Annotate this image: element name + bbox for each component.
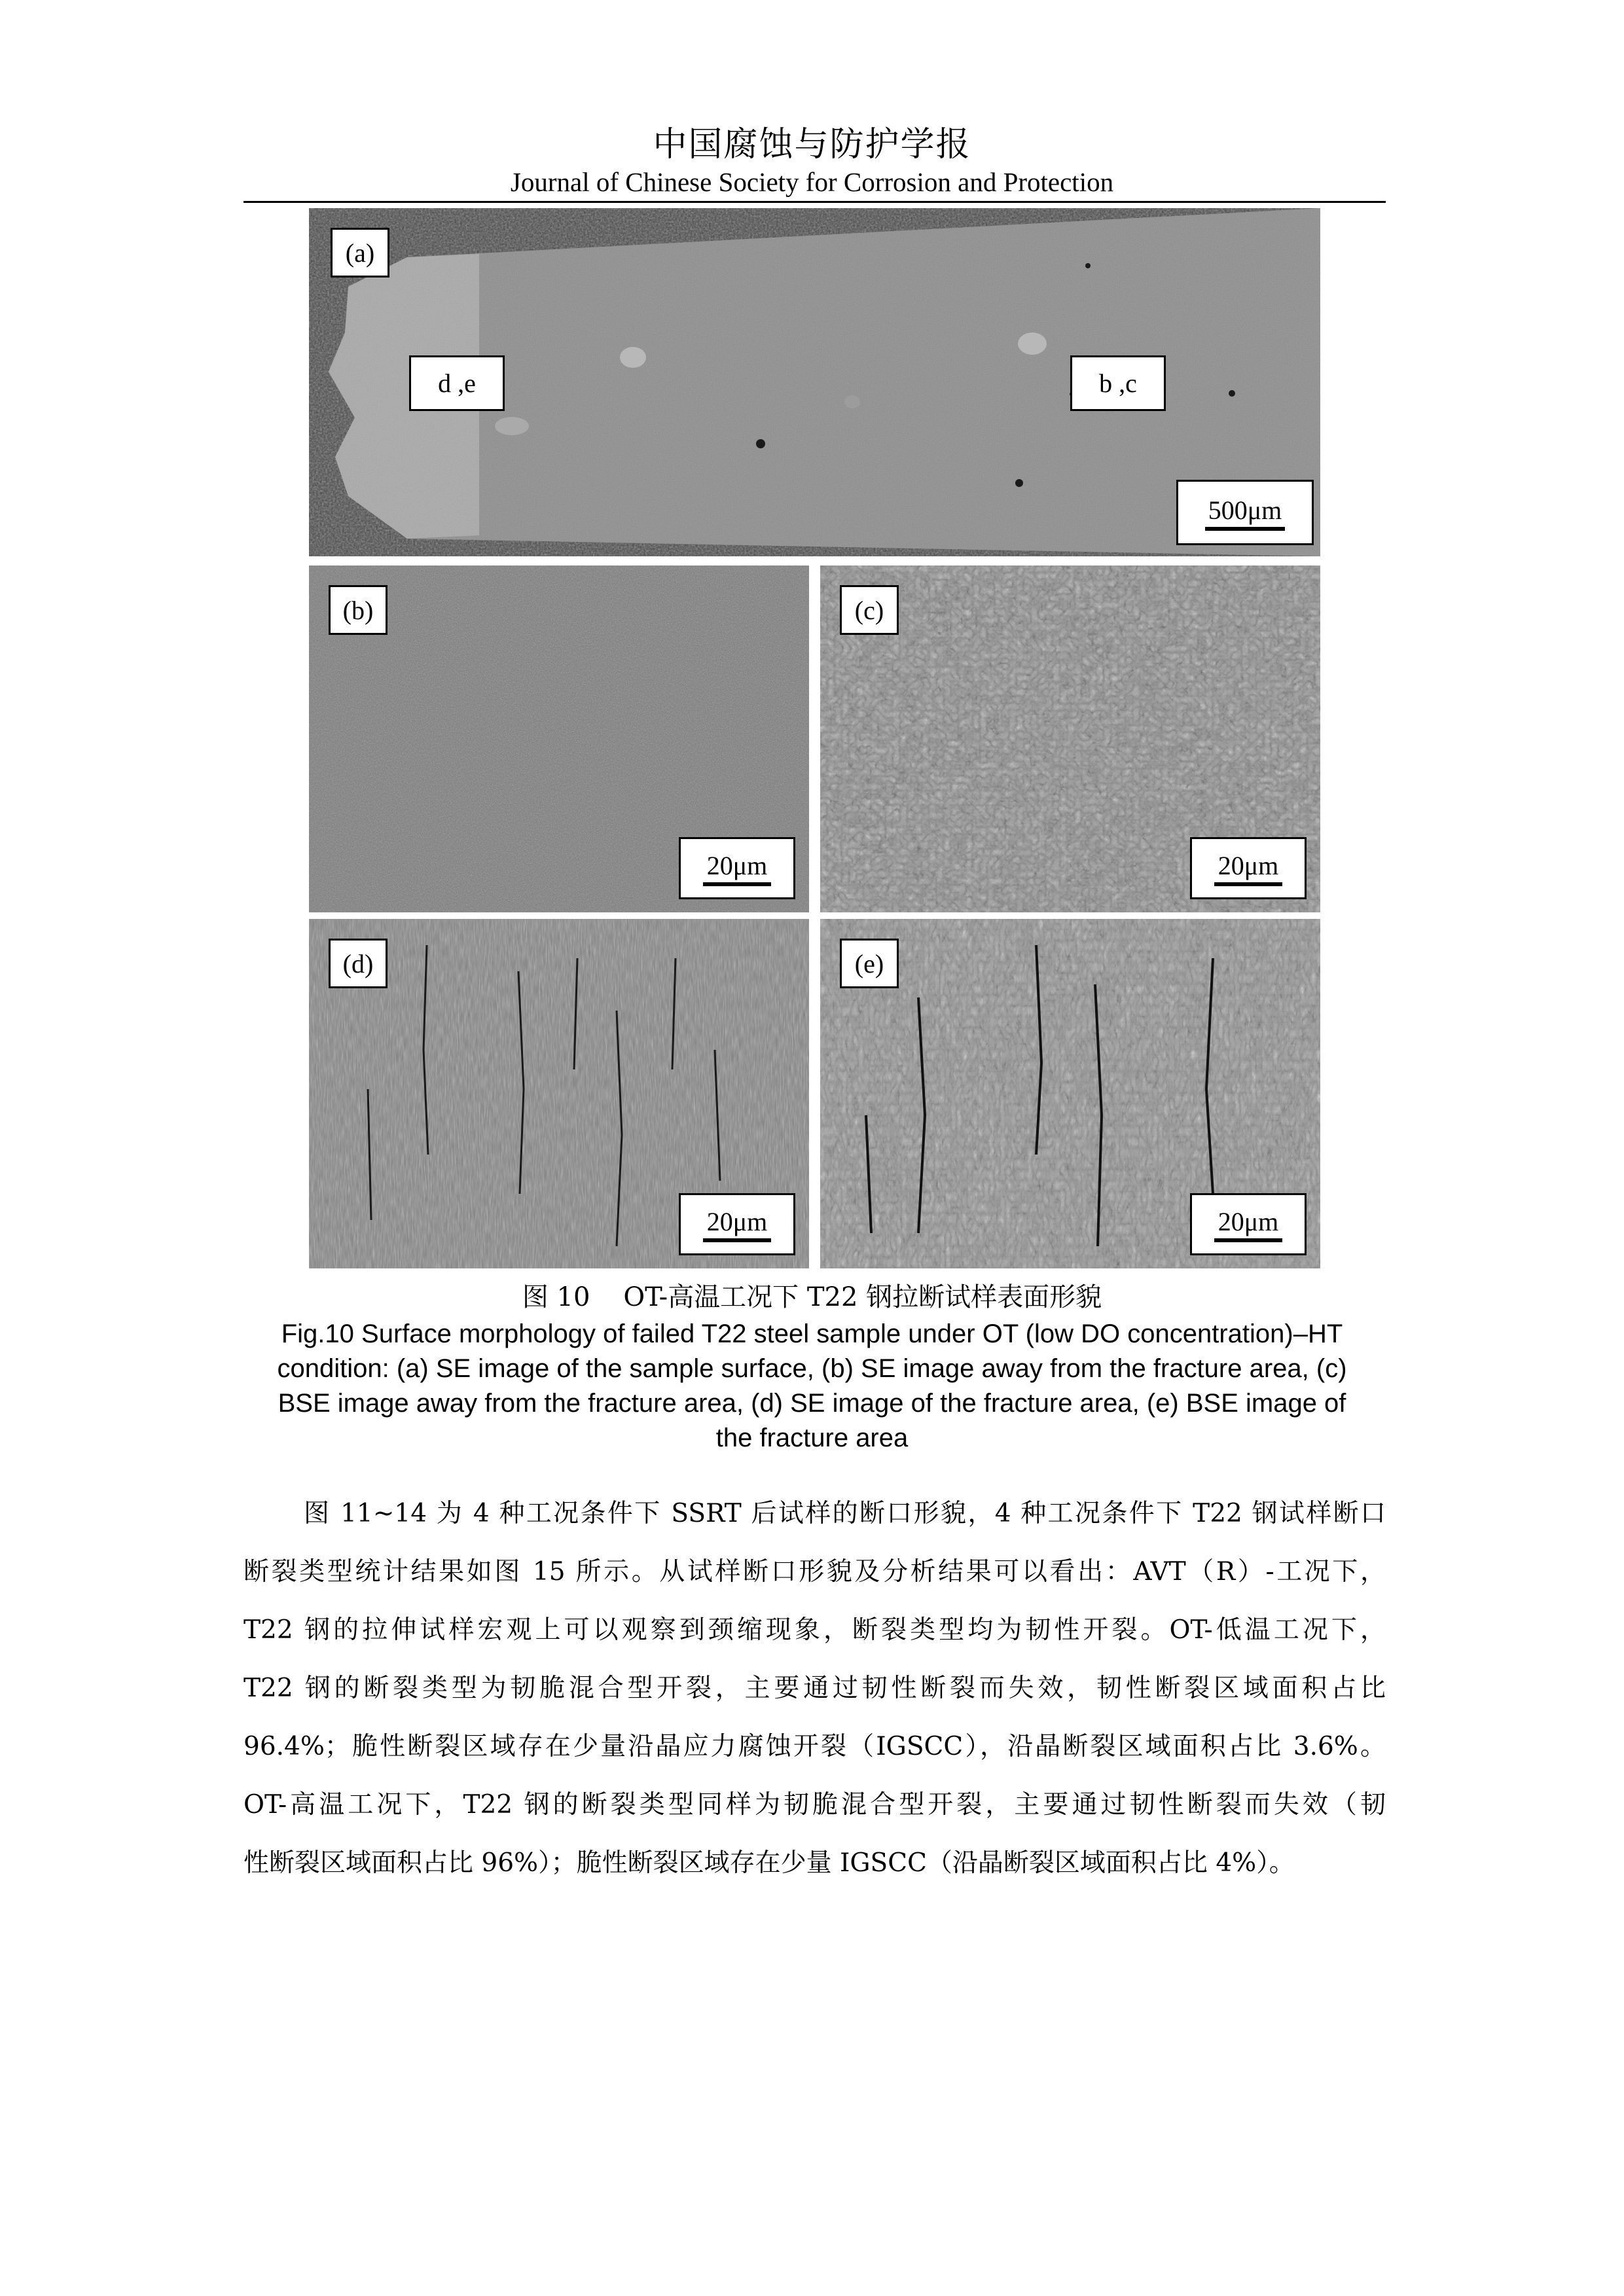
marker-bc: b ,c	[1070, 355, 1166, 411]
panel-c-scale-bar	[1214, 882, 1282, 886]
panel-c-label: (c)	[840, 585, 899, 635]
figure-caption-cn: 图 10 OT-高温工况下 T22 钢拉断试样表面形貌	[522, 1282, 1102, 1312]
figure-panel-b	[309, 565, 809, 912]
figure-caption-en: Fig.10 Surface morphology of failed T22 steel sample under OT (low DO concentration)–HT condition: (a) SE image of the sample surface, (b) SE image away from the fracture area, (c) BSE image away from the fracture area, (d) SE image of the fracture area, (e) BSE image of the fracture area	[277, 1319, 1347, 1452]
body-line: OT-高温工况下，T22 钢的断裂类型同样为韧脆混合型开裂，主要通过韧性断裂而失效（韧	[244, 1790, 1386, 1820]
journal-title-en: Journal of Chinese Society for Corrosion and Protection	[510, 167, 1114, 197]
body-line: 图 11~14 为 4 种工况条件下 SSRT 后试样的断口形貌，4 种工况条件下 T22 钢试样断口	[304, 1499, 1386, 1528]
header-divider	[244, 201, 1386, 203]
body-line: 96.4%；脆性断裂区域存在少量沿晶应力腐蚀开裂（IGSCC），沿晶断裂区域面积占比 3.6%。	[244, 1732, 1386, 1761]
panel-b-scale-text: 20μm	[706, 851, 768, 880]
journal-title-cn: 中国腐蚀与防护学报	[653, 125, 971, 164]
figure-panel-a	[309, 208, 1320, 556]
panel-a-scale-bar	[1205, 527, 1285, 531]
marker-de: d ,e	[409, 355, 505, 411]
figure-panel-c	[820, 565, 1320, 912]
panel-a-scale-text: 500μm	[1208, 495, 1282, 525]
panel-c-scalebar	[1190, 837, 1307, 899]
body-line: T22 钢的拉伸试样宏观上可以观察到颈缩现象，断裂类型均为韧性开裂。OT-低温工况下，	[244, 1615, 1386, 1645]
body-line: T22 钢的断裂类型为韧脆混合型开裂，主要通过韧性断裂而失效，韧性断裂区域面积占比	[244, 1674, 1386, 1703]
panel-e-label: (e)	[840, 939, 899, 988]
panel-b-scale-bar	[703, 882, 770, 886]
panel-b-label: (b)	[329, 585, 388, 635]
panel-a-scalebar	[1176, 480, 1314, 545]
panel-d-scalebar	[679, 1193, 795, 1255]
panel-d-scale-bar	[703, 1238, 770, 1242]
figure-panel-d	[309, 919, 809, 1268]
figure-panel-e	[820, 919, 1320, 1268]
panel-d-scale-text: 20μm	[706, 1207, 768, 1236]
panel-e-scale-text: 20μm	[1218, 1207, 1279, 1236]
body-paragraph	[244, 1484, 1386, 1892]
panel-c-scale-text: 20μm	[1218, 851, 1279, 880]
body-line: 性断裂区域面积占比 96%）；脆性断裂区域存在少量 IGSCC（沿晶断裂区域面积占比 4%）。	[244, 1848, 1295, 1878]
panel-e-scalebar	[1190, 1193, 1307, 1255]
panel-a-label: (a)	[331, 228, 389, 278]
body-line: 断裂类型统计结果如图 15 所示。从试样断口形貌及分析结果可以看出：AVT（R）-工况下，	[244, 1557, 1386, 1587]
panel-d-label: (d)	[329, 939, 388, 988]
panel-b-scalebar	[679, 837, 795, 899]
panel-e-scale-bar	[1214, 1238, 1282, 1242]
